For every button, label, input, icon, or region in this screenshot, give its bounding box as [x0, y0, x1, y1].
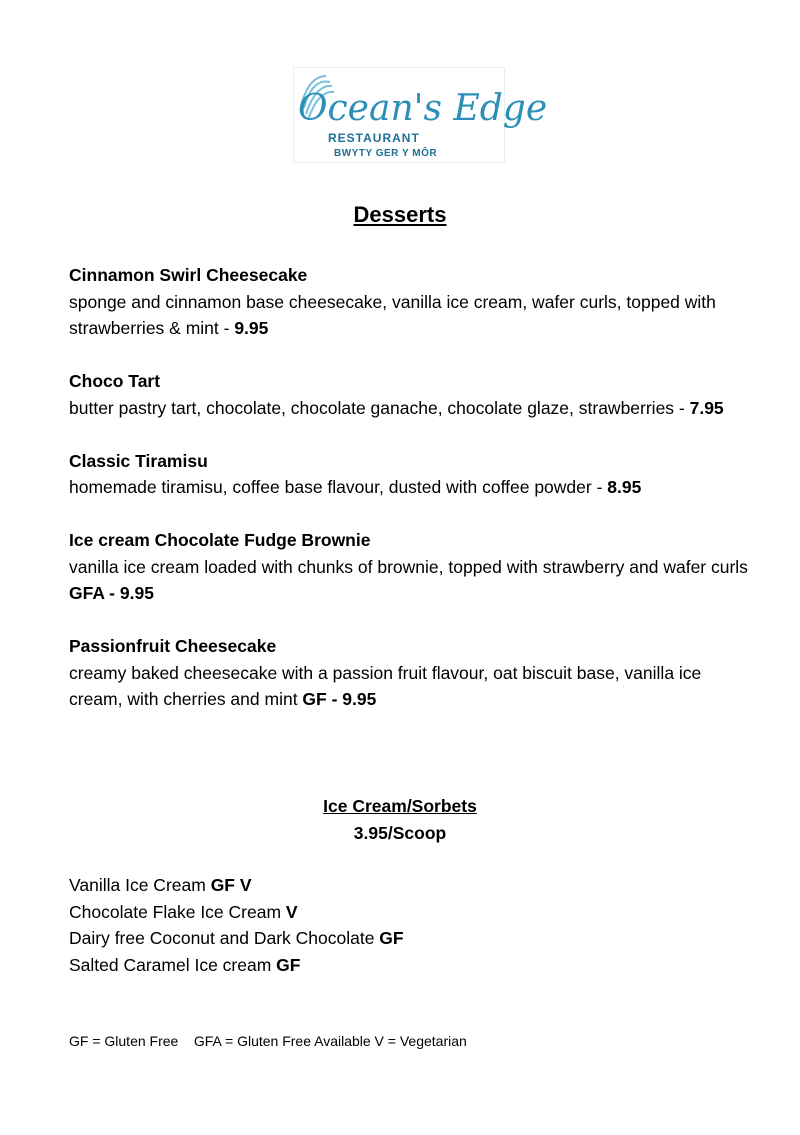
logo-graphic [294, 68, 548, 162]
item-name: Choco Tart [69, 371, 161, 391]
item-description: butter pastry tart, chocolate, chocolate ganache, chocolate glaze, strawberries - [69, 397, 690, 418]
item-description: sponge and cinnamon base cheesecake, vanilla ice cream, wafer curls, topped with strawberries & mint - [69, 291, 716, 338]
flavour-name: Dairy free Coconut and Dark Chocolate [69, 928, 380, 948]
flavour-item [69, 899, 404, 926]
logo-welsh: BWYTY GER Y MÔR [334, 148, 438, 159]
item-name: Ice cream Chocolate Fudge Brownie [69, 530, 371, 550]
item-price: 9.95 [119, 583, 154, 603]
dietary-legend: GF = Gluten Free GFA = Gluten Free Available V = Vegetarian [69, 1033, 467, 1049]
item-name: Passionfruit Cheesecake [69, 636, 277, 656]
logo-restaurant: RESTAURANT [328, 131, 420, 145]
logo-name: Ocean's Edge [298, 88, 548, 129]
menu-item [69, 633, 759, 713]
ice-cream-flavour-list [69, 872, 404, 978]
menu-item [69, 448, 759, 501]
item-price: 9.95 [234, 318, 269, 338]
item-description: homemade tiramisu, coffee base flavour, dusted with coffee powder - [69, 477, 608, 497]
flavour-tags: GF [379, 928, 404, 948]
flavour-item [69, 925, 404, 952]
ice-cream-heading: Ice Cream/Sorbets [323, 796, 477, 816]
page-title: Desserts [353, 202, 447, 227]
flavour-tags: GF V [210, 875, 252, 895]
item-description: vanilla ice cream loaded with chunks of brownie, topped with strawberry and wafer curls [69, 556, 748, 577]
item-price: 9.95 [342, 689, 377, 709]
dessert-list [69, 262, 759, 739]
item-tags: GF - [302, 689, 343, 709]
menu-item [69, 262, 759, 342]
flavour-name: Salted Caramel Ice cream [69, 954, 277, 975]
restaurant-logo [293, 67, 548, 163]
flavour-name: Chocolate Flake Ice Cream [69, 901, 286, 922]
item-price: 8.95 [607, 477, 642, 497]
item-price: 7.95 [689, 397, 724, 418]
ice-cream-price: 3.95/Scoop [353, 822, 447, 843]
item-name: Classic Tiramisu [69, 450, 208, 471]
flavour-item [69, 952, 404, 979]
flavour-tags: V [285, 901, 298, 922]
item-name: Cinnamon Swirl Cheesecake [69, 265, 308, 285]
menu-item [69, 368, 759, 421]
item-description: creamy baked cheesecake with a passion fruit flavour, oat biscuit base, vanilla ice cream, with cherries and mint [69, 662, 702, 709]
flavour-tags: GF [276, 954, 301, 975]
item-tags: GFA - [69, 583, 120, 603]
flavour-name: Vanilla Ice Cream [69, 875, 211, 895]
flavour-item [69, 872, 404, 899]
menu-item [69, 527, 759, 607]
ice-cream-section-header [0, 793, 800, 846]
